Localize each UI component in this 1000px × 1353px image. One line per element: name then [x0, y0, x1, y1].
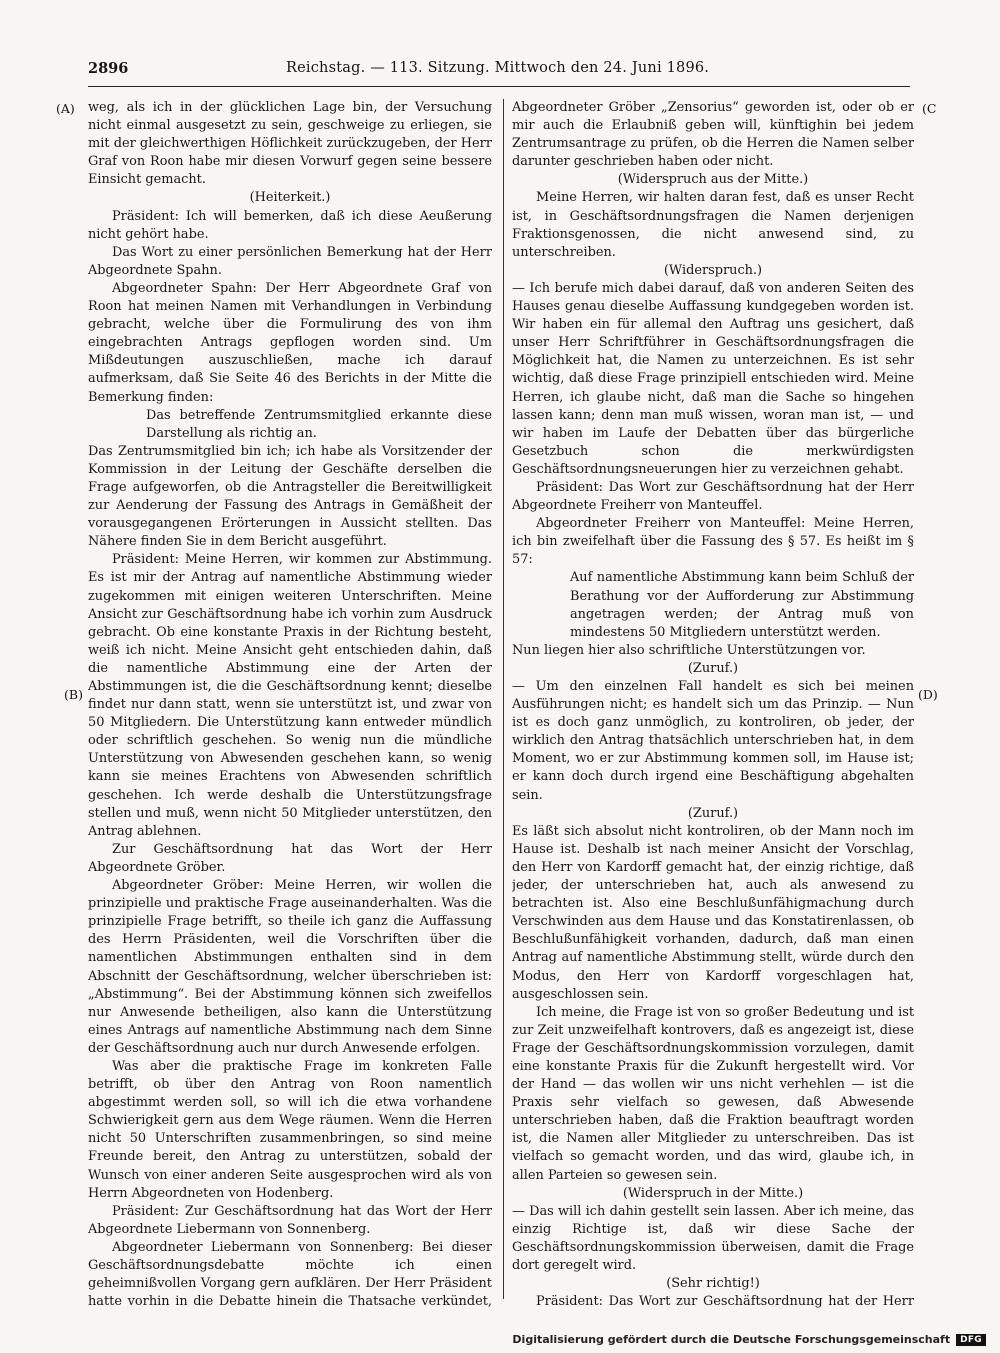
interjection: (Widerspruch in der Mitte.) [622, 1185, 804, 1201]
margin-mark-b: (B) [64, 687, 83, 702]
paragraph: Ich meine, die Frage ist von so großer Bedeutung und ist zur Zeit unzweifelhaft kontrovers, daß es angezeigt ist, diese Frage der Geschäftsordnungskommission vorzulegen, damit eine konstante Praxis für die Zukunft hergestellt wird. Vor der Hand — das wollen wir uns nicht verhehlen — ist die Praxis sehr vielfach so gewesen, daß Abwesende unterschrieben haben, daß die Fraktion beauftragt worden ist, die Namen aller Mitglieder zu unterschreiben. Das ist vielfach so gemacht worden, und das wird, glaube ich, in allen Parteien so gewesen sein. [512, 1004, 914, 1183]
paragraph: Zur Geschäftsordnung hat das Wort der Herr Abgeordnete Gröber. [88, 841, 492, 875]
paragraph: — Das will ich dahin gestellt sein lassen. Aber ich meine, das einzig Richtige ist, daß wir diese Sache der Geschäftsordnungskommission überweisen, damit die Frage dort geregelt wird. [512, 1203, 914, 1273]
quotation: Auf namentliche Abstimmung kann beim Schluß der Berathung vor der Aufforderung zur Abstimmung angetragen werden; der Antrag muß von mindestens 50 Mitgliedern unterstützt werden. [570, 570, 914, 640]
page-number: 2896 [88, 60, 129, 77]
paragraph: Abgeordneter Liebermann von Sonnenberg: Bei dieser Geschäftsordnungsdebatte möchte ich einen geheimnißvollen Vorgang gern aufklären. Der Herr Präsident hatte vorhin in die Debatte hinein die Thatsache verkündet, [88, 1239, 492, 1309]
interjection: (Zuruf.) [687, 660, 739, 676]
digitization-footer [512, 1333, 986, 1346]
paragraph: Nun liegen hier also schriftliche Unterstützungen vor. [512, 642, 866, 658]
interjection: (Zuruf.) [687, 805, 739, 821]
paragraph: Präsident: Das Wort zur Geschäftsordnung hat der Herr Abgeordnete Freiherr von Manteuffel. [512, 479, 914, 514]
paragraph: Präsident: Zur Geschäftsordnung hat das Wort der Herr Abgeordnete Liebermann von Sonnenberg. [88, 1203, 492, 1237]
paragraph: Das Wort zu einer persönlichen Bemerkung hat der Herr Abgeordnete Spahn. [88, 244, 492, 278]
paragraph: Das Zentrumsmitglied bin ich; ich habe als Vorsitzender der Kommission in der Leitung der Geschäfte derselben die Frage aufgeworfen, ob die Antragsteller die Bereitwilligkeit zur Aenderung der Fassung des Antrags in Gemäßheit der vorausgegangenen Erörterungen in Aussicht stellten. Das Nähere finden Sie in dem Bericht ausgeführt. [88, 443, 492, 550]
paragraph: Präsident: Ich will bemerken, daß ich diese Aeußerung nicht gehört habe. [88, 208, 492, 242]
paragraph: Abgeordneter Spahn: Der Herr Abgeordnete Graf von Roon hat meinen Namen mit Verhandlungen in Verbindung gebracht, welche über die Formulirung des von ihm eingebrachten Antrags gepflogen worden sind. Um Mißdeutungen auszuschließen, mache ich darauf aufmerksam, daß Sie Seite 46 des Berichts in der Mitte die Bemerkung finden: [88, 280, 492, 405]
paragraph: Was aber die praktische Frage im konkreten Falle betrifft, ob über den Antrag von Roon namentlich abgestimmt werden soll, so will ich die etwa vorhandene Schwierigkeit gern aus dem Wege räumen. Wenn die Herren nicht 50 Unterschriften zusammenbringen, so sind meine Freunde bereit, den Antrag zu unterstützen, sobald der Wunsch von einer anderen Seite ausgesprochen wird als von Herrn Abgeordneten von Hodenberg. [88, 1058, 492, 1201]
margin-mark-d: (D) [918, 687, 938, 702]
paragraph: — Um den einzelnen Fall handelt es sich bei meinen Ausführungen nicht; es handelt sich um das Prinzip. — Nun ist es doch ganz unmöglich, zu kontroliren, ob jeder, der wirklich den Antrag thatsächlich unterschrieben hat, in dem Moment, wo er zur Abstimmung kommen soll, im Hause ist; er kann doch durch irgend eine Beschäftigung abgehalten sein. [512, 679, 914, 803]
left-column [88, 99, 492, 1309]
interjection: (Widerspruch.) [663, 262, 763, 278]
running-header [88, 60, 910, 84]
margin-mark-a: (A) [56, 101, 75, 116]
interjection: (Widerspruch aus der Mitte.) [617, 172, 809, 188]
running-title: Reichstag. — 113. Sitzung. Mittwoch den 24. Juni 1896. [286, 60, 710, 76]
paragraph: Abgeordneter Gröber: Meine Herren, wir wollen die prinzipielle und praktische Frage auseinanderhalten. Was die prinzipielle Frage betrifft, so theile ich ganz die Auffassung des Herrn Präsidenten, weil die Vorschriften über die namentlichen Abstimmungen enthalten sind in dem Abschnitt der Geschäftsordnung, welcher überschrieben ist: „Abstimmung“. Bei der Abstimmung können sich zweifellos nur Anwesende betheiligen, also kann die Unterstützung eines Antrags auf namentliche Abstimmung nach dem Sinne der Geschäftsordnung auch nur durch Anwesende erfolgen. [88, 878, 492, 1056]
paragraph: Es läßt sich absolut nicht kontroliren, ob der Mann noch im Hause ist. Deshalb ist nach meiner Ansicht der Vorschlag, den Herr von Kardorff gemacht hat, der einzig richtige, daß jeder, der unterschrieben hat, auch als anwesend zu betrachten ist. Also eine Beschlußunfähigmachung durch Verschwinden aus dem Hause und das Konstatirenlassen, ob Beschlußunfähigkeit vorhanden, dadurch, daß man einen Antrag auf namentliche Abstimmung stellt, würde durch den Modus, den Herr von Kardorff vorgeschlagen hat, ausgeschlossen sein. [512, 823, 914, 1002]
paragraph: Abgeordneter Gröber „Zensorius“ geworden ist, oder ob er mir auch die Erlaubniß geben will, künftighin bei jedem Zentrumsantrage zu prüfen, ob die Herren die Namen selber darunter geschrieben haben oder nicht. [512, 100, 914, 170]
paragraph: — Ich berufe mich dabei darauf, daß von anderen Seiten des Hauses genau dieselbe Auffassung kundgegeben worden ist. Wir haben ein für allemal den Auftrag uns gesichert, daß unser Herr Schriftführer in Geschäftsordnungsfragen die Möglichkeit hat, die Namen zu unterzeichnen. Es ist sehr wichtig, daß diese Frage prinzipiell entschieden wird. Meine Herren, ich glaube nicht, daß man die Sache so hingehen lassen kann; denn man muß wissen, woran man ist, — und wir haben im Laufe der Debatten über das bürgerliche Gesetzbuch schon die merkwürdigsten Geschäftsordnungsneuerungen hier zu verzeichnen gehabt. [512, 280, 914, 477]
margin-mark-c: (C [922, 101, 937, 116]
right-column [512, 99, 914, 1309]
header-rule [88, 86, 910, 87]
paragraph: Präsident: Meine Herren, wir kommen zur Abstimmung. Es ist mir der Antrag auf namentliche Abstimmung wieder zugekommen mit einigen weiteren Unterschriften. Meine Ansicht zur Geschäftsordnung habe ich vorhin zum Ausdruck gebracht. Ob eine konstante Praxis in der Richtung besteht, weiß ich nicht. Meine Ansicht geht entschieden dahin, daß die namentliche Abstimmung eine der Arten der Abstimmungen ist, die die Geschäftsordnung kennt; dieselbe findet nur dann statt, wenn sie unterstützt ist, und zwar von 50 Mitgliedern. Die Unterstützung kann entweder mündlich oder schriftlich geschehen. So wenig nun die mündliche Unterstützung von Abwesenden geschehen kann, so wenig kann sie meines Erachtens von Abwesenden schriftlich geschehen. Ich werde deshalb die Unterstützungsfrage stellen und muß, wenn nicht 50 Mitglieder unterstützen, den Antrag ablehnen. [88, 552, 492, 839]
interjection: (Sehr richtig!) [666, 1276, 760, 1292]
dfg-logo: DFG [956, 1334, 986, 1346]
quotation: Das betreffende Zentrumsmitglied erkannte diese Darstellung als richtig an. [146, 407, 492, 441]
funding-note: Digitalisierung gefördert durch die Deutsche Forschungsgemeinschaft [512, 1333, 951, 1346]
paragraph: Präsident: Das Wort zur Geschäftsordnung hat der Herr [536, 1294, 914, 1309]
paragraph: Abgeordneter Freiherr von Manteuffel: Meine Herren, ich bin zweifelhaft über die Fassung des § 57. Es heißt im § 57: [512, 516, 914, 568]
column-divider [503, 99, 504, 1299]
interjection: (Heiterkeit.) [249, 190, 331, 206]
paragraph: Meine Herren, wir halten daran fest, daß es unser Recht ist, in Geschäftsordnungsfragen die Namen derjenigen Fraktionsgenossen, die nicht anwesend sind, zu unterschreiben. [512, 190, 914, 260]
paragraph: weg, als ich in der glücklichen Lage bin, der Versuchung nicht einmal ausgesetzt zu sein, geschweige zu erliegen, sie mit der gleichwerthigen Höflichkeit zurückzugeben, der Herr Graf von Roon habe mir diesen Vorwurf gegen seine bessere Einsicht gemacht. [88, 100, 492, 188]
